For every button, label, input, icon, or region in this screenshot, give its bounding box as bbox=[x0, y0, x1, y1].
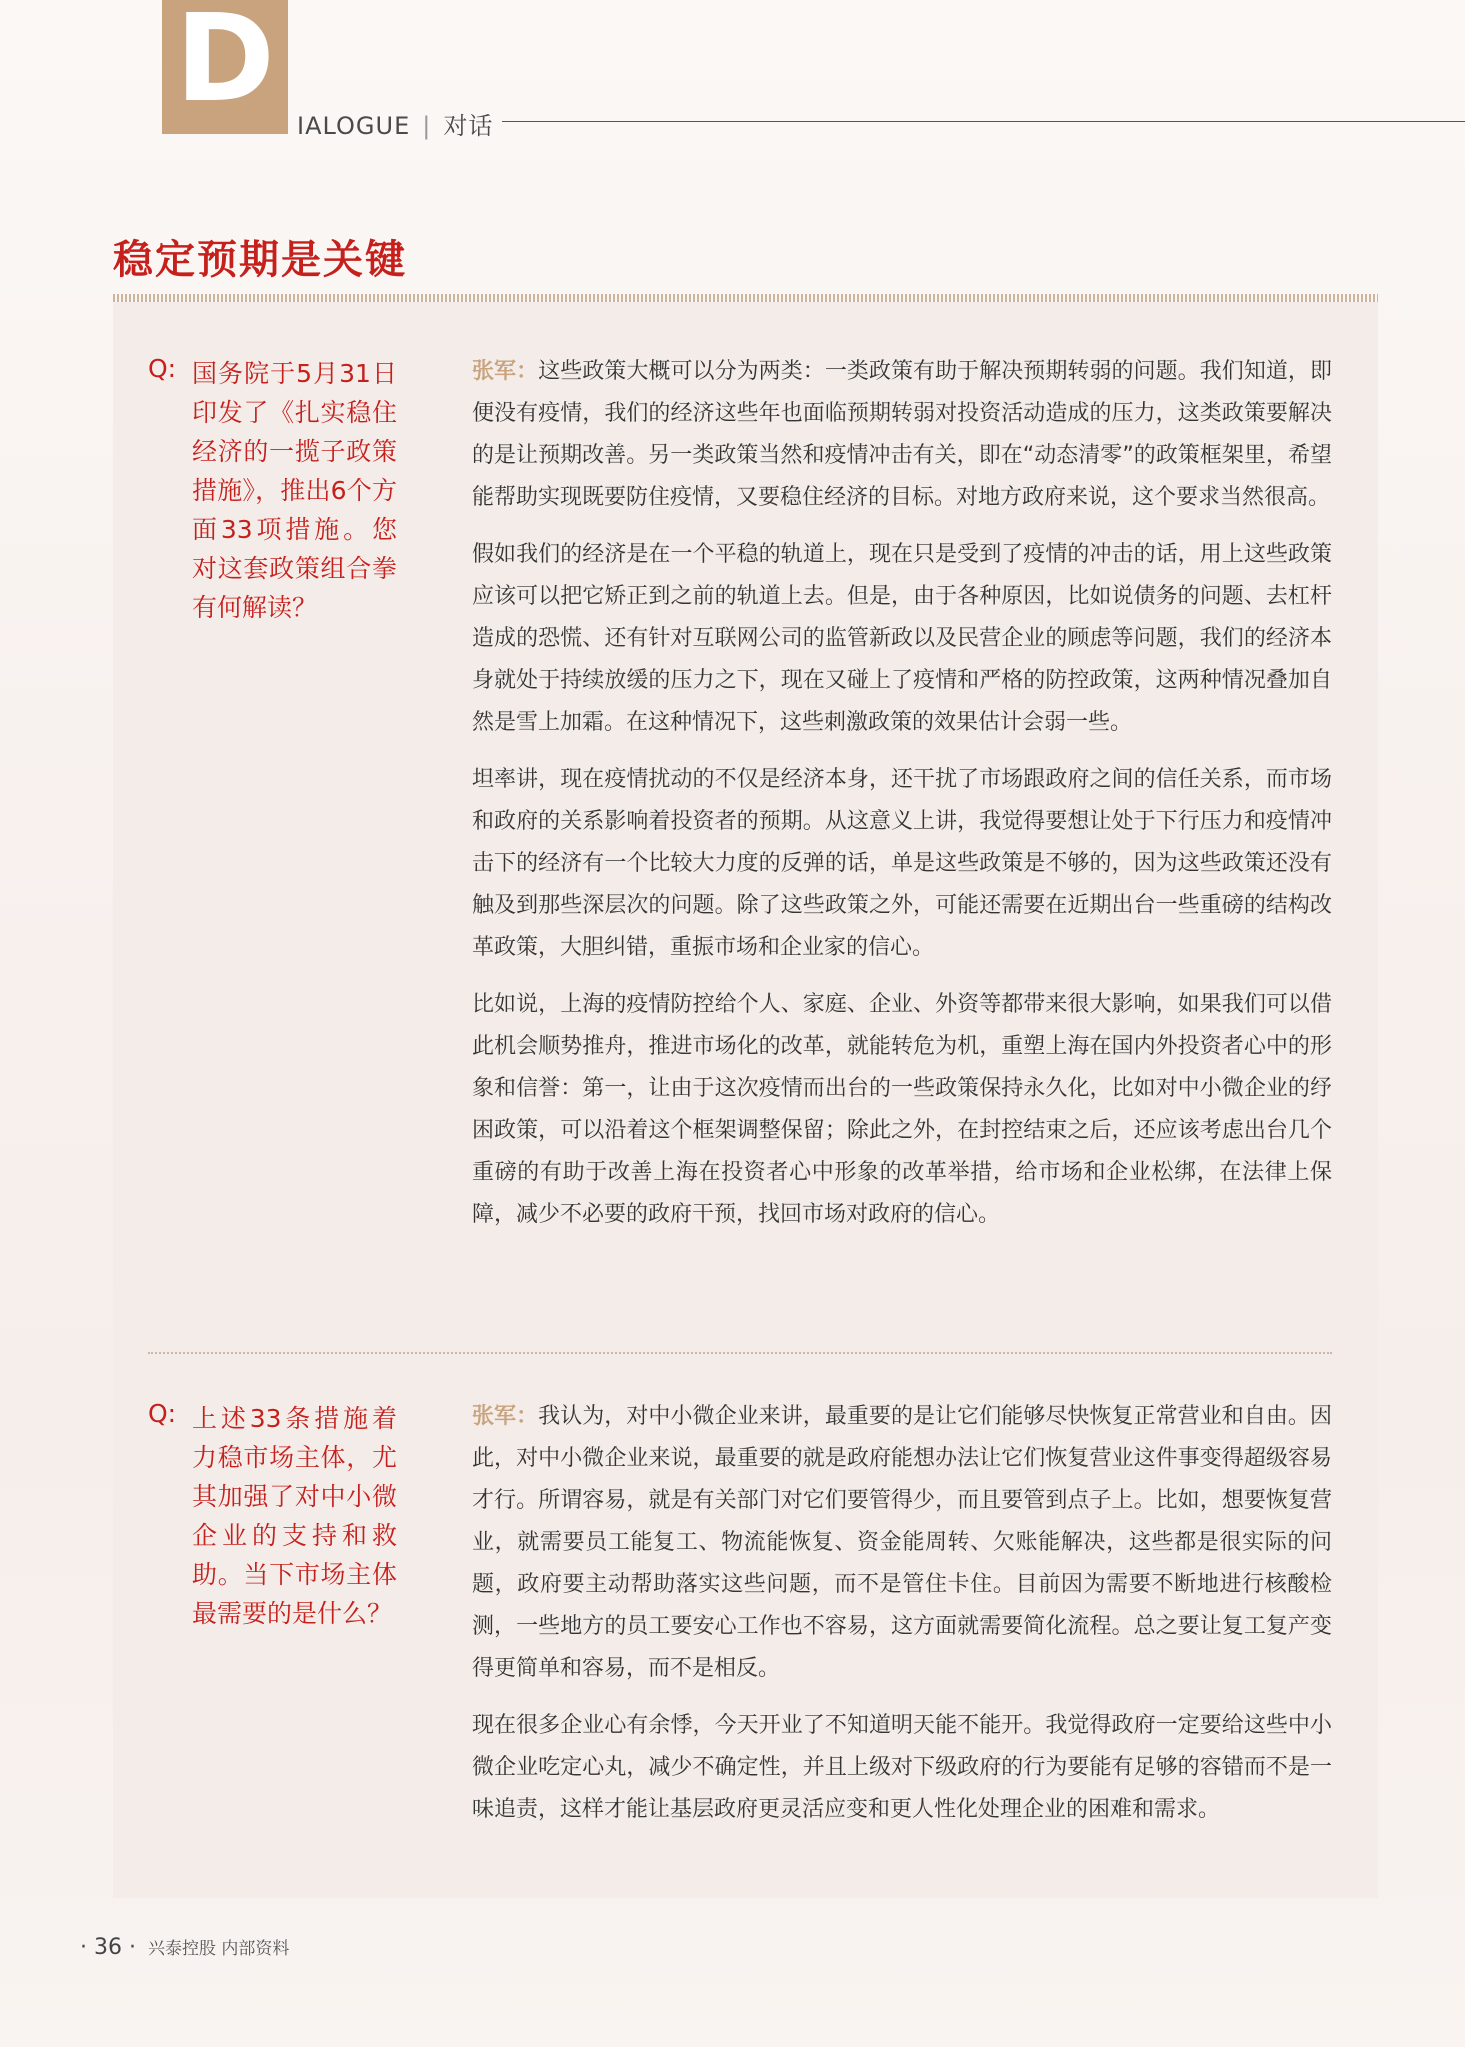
question-text: 上述33条措施着力稳市场主体，尤其加强了对中小微企业的支持和救助。当下市场主体最需要的是什么？ bbox=[192, 1404, 397, 1628]
page-number: · 36 · bbox=[80, 1935, 136, 1960]
section-header-label bbox=[297, 106, 493, 141]
section-title: 稳定预期是关键 bbox=[113, 236, 407, 283]
header-initial-letter: D bbox=[175, 0, 275, 129]
header-label-en: IALOGUE bbox=[297, 112, 411, 140]
header-separator: | bbox=[422, 112, 432, 140]
answer-text: 我认为，对中小微企业来讲，最重要的是让它们能够尽快恢复正常营业和自由。因此，对中小微企业来说，最重要的就是政府能想办法让它们恢复营业这件事变得超级容易才行。所谓容易，就是有关部门对它们要管得少，而且要管到点子上。比如，想要恢复营业，就需要员工能复工、物流能恢复、资金能周转、欠账能解决，这些都是很实际的问题，政府要主动帮助落实这些问题，而不是管住卡住。目前因为需要不断地进行核酸检测，一些地方的员工要安心工作也不容易，这方面就需要简化流程。总之要让复工复产变得更简单和容易，而不是相反。 bbox=[472, 1404, 1332, 1681]
page-footer bbox=[80, 1934, 289, 1960]
answer-paragraph: 现在很多企业心有余悸，今天开业了不知道明天能不能开。我觉得政府一定要给这些中小微企业吃定心丸，减少不确定性，并且上级对下级政府的行为要能有足够的容错而不是一味追责，这样才能让基层政府更灵活应变和更人性化处理企业的困难和需求。 bbox=[472, 1713, 1332, 1822]
answer-paragraph: 假如我们的经济是在一个平稳的轨道上，现在只是受到了疫情的冲击的话，用上这些政策应该可以把它矫正到之前的轨道上去。但是，由于各种原因，比如说债务的问题、去杠杆造成的恐慌、还有针对互联网公司的监管新政以及民营企业的顾虑等问题，我们的经济本身就处于持续放缓的压力之下，现在又碰上了疫情和严格的防控政策，这两种情况叠加自然是雪上加霜。在这种情况下，这些刺激政策的效果估计会弱一些。 bbox=[472, 542, 1332, 735]
answer-paragraph bbox=[472, 351, 1332, 519]
answer-block bbox=[472, 1396, 1332, 1846]
question-text: 国务院于5月31日印发了《扎实稳住经济的一揽子政策措施》，推出6个方面33项措施。您对这套政策组合拳有何解读？ bbox=[192, 359, 397, 622]
speaker-name: 张军： bbox=[472, 1404, 539, 1429]
header-rule bbox=[502, 121, 1465, 122]
publication-name: 兴泰控股 内部资料 bbox=[147, 1939, 290, 1959]
question-prefix: Q: bbox=[148, 354, 177, 383]
answer-text: 这些政策大概可以分为两类：一类政策有助于解决预期转弱的问题。我们知道，即便没有疫情，我们的经济这些年也面临预期转弱对投资活动造成的压力，这类政策要解决的是让预期改善。另一类政策当然和疫情冲击有关，即在“动态清零”的政策框架里，希望能帮助实现既要防住疫情，又要稳住经济的目标。对地方政府来说，这个要求当然很高。 bbox=[472, 359, 1332, 510]
header-initial-block bbox=[162, 0, 288, 134]
answer-paragraph bbox=[472, 1396, 1332, 1690]
speaker-name: 张军： bbox=[472, 359, 539, 384]
question-prefix: Q: bbox=[148, 1399, 177, 1428]
header-label-cn: 对话 bbox=[443, 112, 494, 140]
answer-paragraph: 坦率讲，现在疫情扰动的不仅是经济本身，还干扰了市场跟政府之间的信任关系，而市场和政府的关系影响着投资者的预期。从这意义上讲，我觉得要想让处于下行压力和疫情冲击下的经济有一个比较大力度的反弹的话，单是这些政策是不够的，因为这些政策还没有触及到那些深层次的问题。除了这些政策之外，可能还需要在近期出台一些重磅的结构改革政策，大胆纠错，重振市场和企业家的信心。 bbox=[472, 767, 1332, 960]
answer-paragraph: 比如说，上海的疫情防控给个人、家庭、企业、外资等都带来很大影响，如果我们可以借此机会顺势推舟，推进市场化的改革，就能转危为机，重塑上海在国内外投资者心中的形象和信誉：第一，让由于这次疫情而出台的一些政策保持永久化，比如对中小微企业的纾困政策，可以沿着这个框架调整保留；除此之外，在封控结束之后，还应该考虑出台几个重磅的有助于改善上海在投资者心中形象的改革举措，给市场和企业松绑，在法律上保障，减少不必要的政府干预，找回市场对政府的信心。 bbox=[472, 992, 1332, 1227]
answer-block bbox=[472, 351, 1332, 1251]
qa-divider bbox=[148, 1352, 1332, 1354]
title-dotted-rule bbox=[113, 294, 1378, 302]
